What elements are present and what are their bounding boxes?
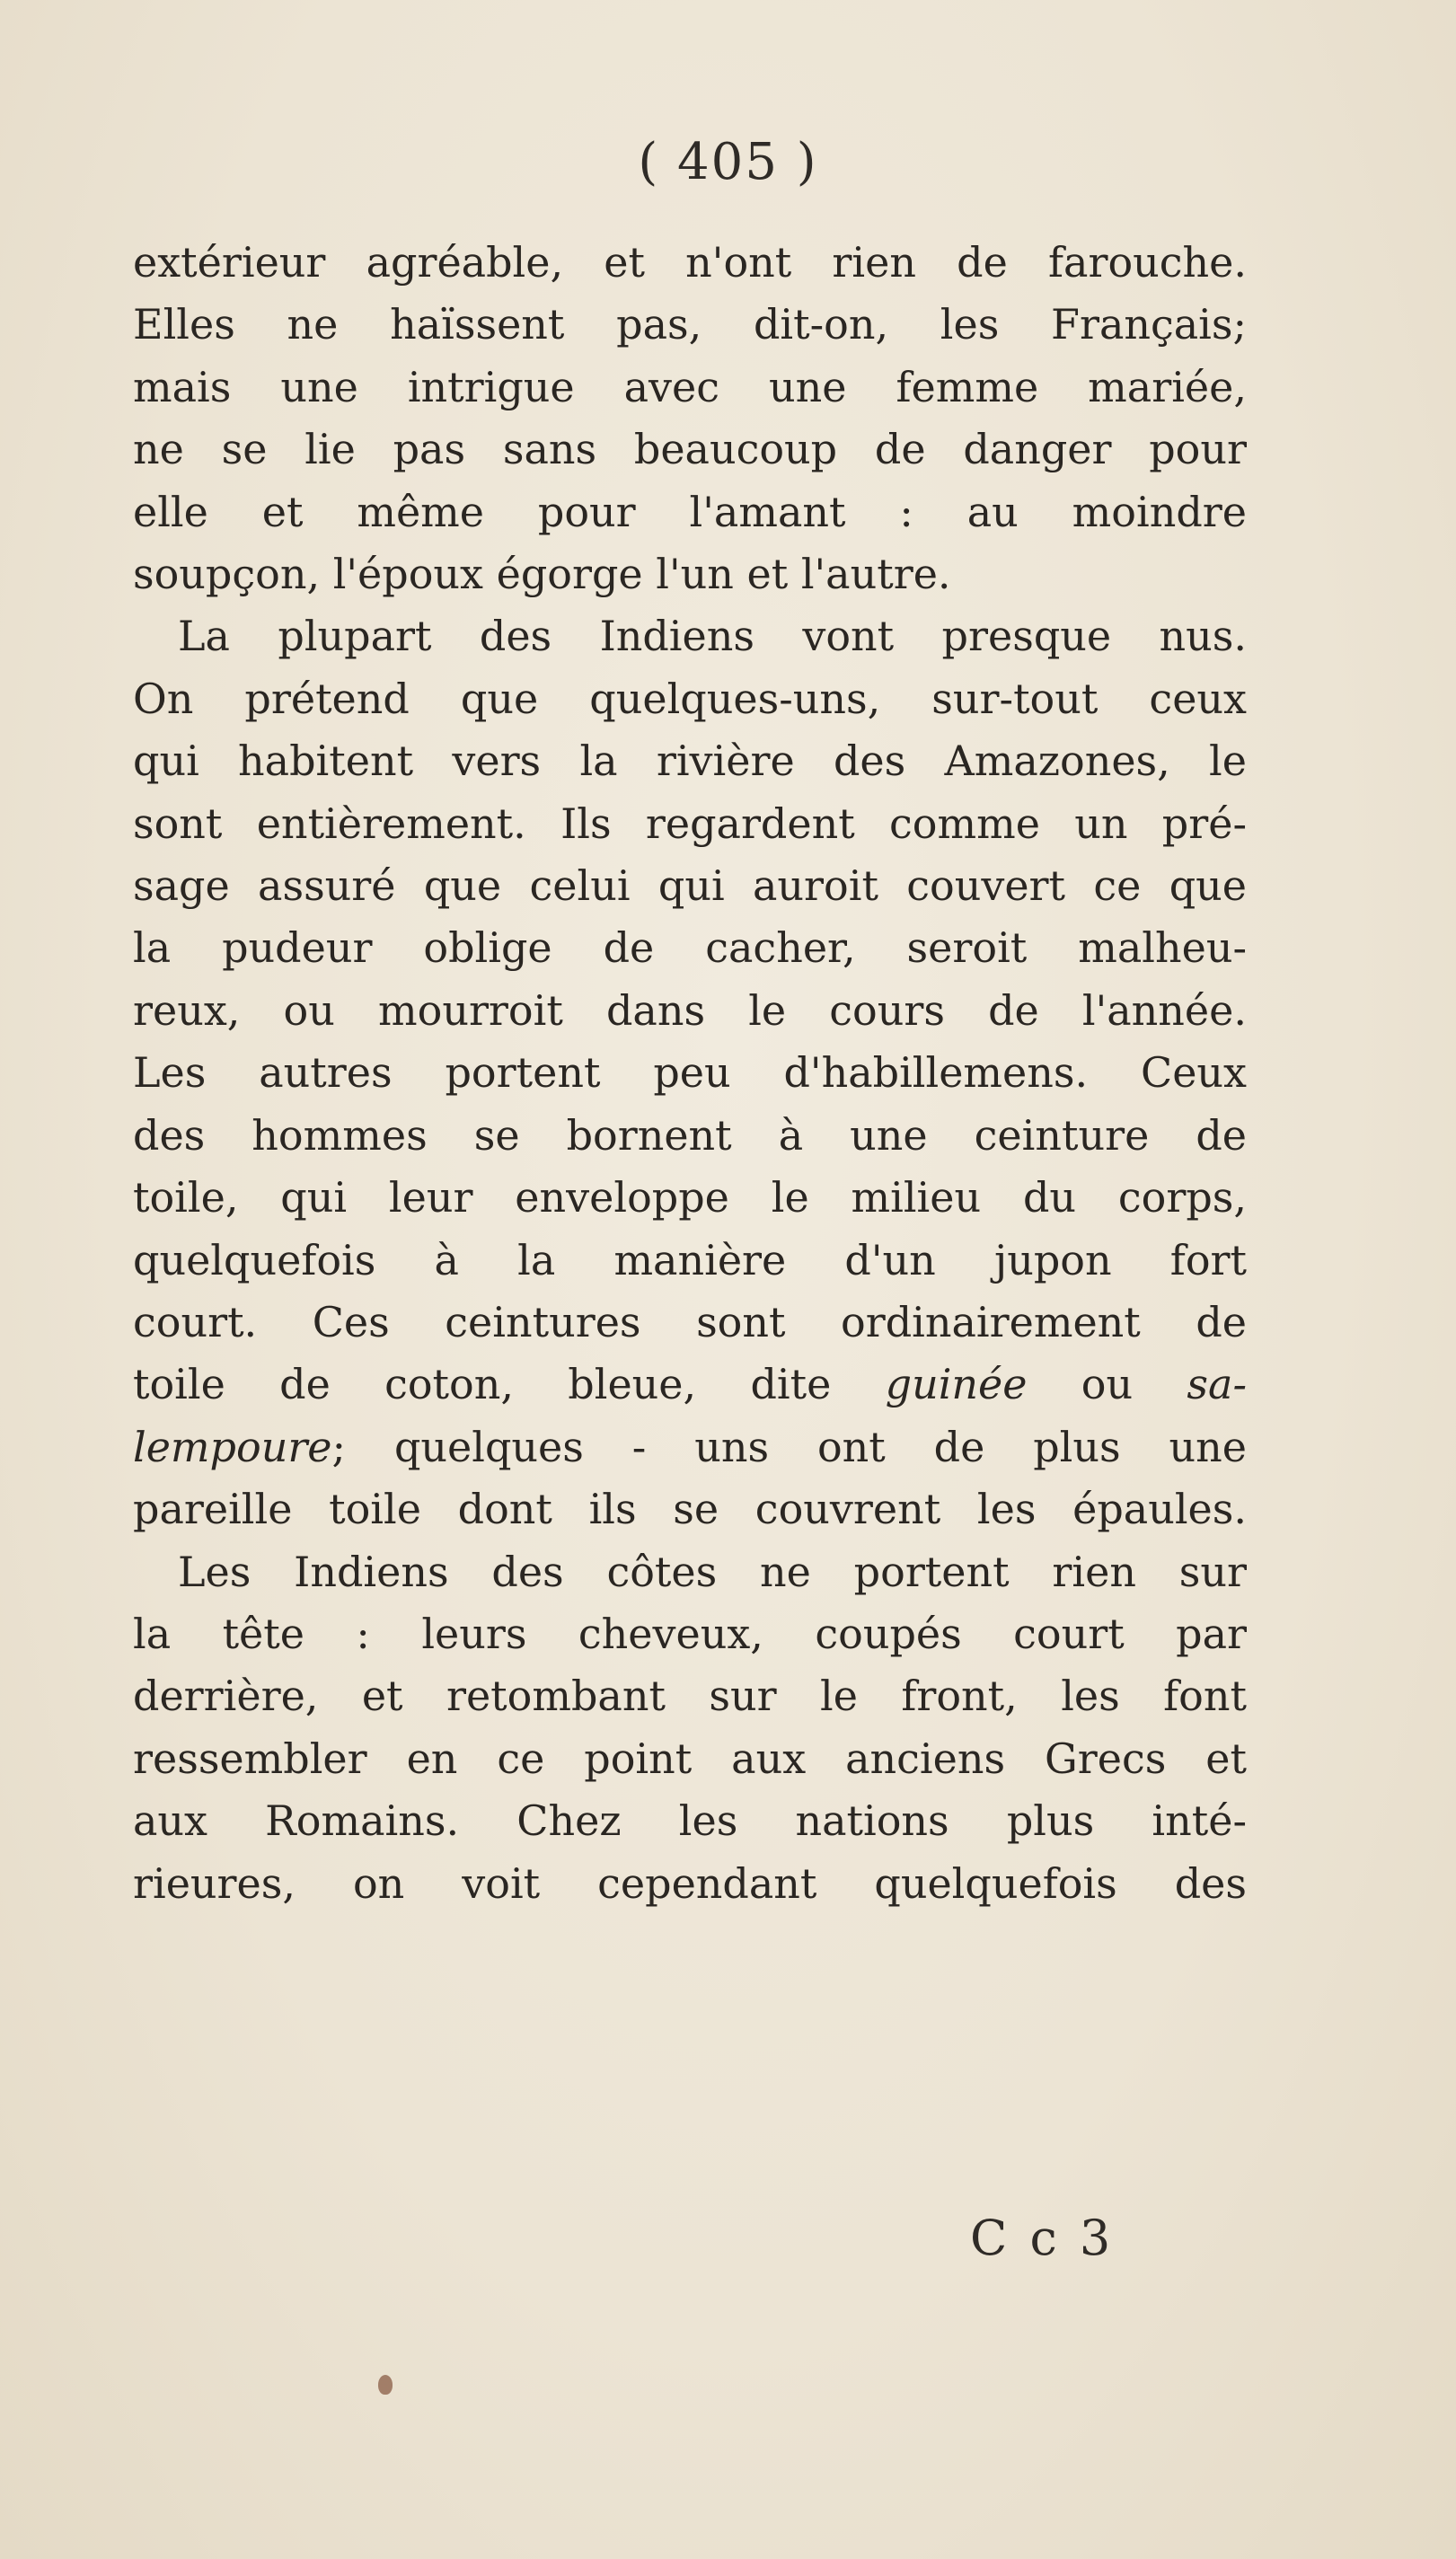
text-line: reux, ou mourroit dans le cours de l'année. bbox=[133, 985, 1247, 1035]
text-line: toile, qui leur enveloppe le milieu du corps, bbox=[133, 1173, 1247, 1222]
text-line: ne se lie pas sans beaucoup de danger pour bbox=[133, 425, 1247, 474]
italic-term-guinee: guinée bbox=[885, 1360, 1028, 1409]
text-line: On prétend que quelques-uns, sur-tout ceux bbox=[133, 674, 1247, 723]
text-line: pareille toile dont ils se couvrent les épaules. bbox=[133, 1485, 1247, 1534]
page-number: ( 405 ) bbox=[638, 133, 818, 191]
text-line: court. Ces ceintures sont ordinairement de bbox=[133, 1297, 1247, 1346]
text-line: qui habitent vers la rivière des Amazones, le bbox=[133, 737, 1247, 786]
text-line: quelquefois à la manière d'un jupon fort bbox=[133, 1235, 1247, 1284]
text-line: elle et même pour l'amant : au moindre bbox=[133, 487, 1247, 536]
text-line: Les autres portent peu d'habillemens. Ceux bbox=[133, 1048, 1247, 1098]
text-line bbox=[133, 1416, 1247, 1478]
text-line: soupçon, l'époux égorge l'un et l'autre. bbox=[133, 550, 951, 599]
text-line: Les Indiens des côtes ne portent rien sur bbox=[178, 1547, 1247, 1596]
italic-term-lempoure: lempoure bbox=[133, 1422, 332, 1471]
text-line: extérieur agréable, et n'ont rien de farouche. bbox=[133, 238, 1247, 287]
ink-spot-mark bbox=[378, 2375, 393, 2395]
text-line: la pudeur oblige de cacher, seroit malheu- bbox=[133, 923, 1247, 973]
text-line: des hommes se bornent à une ceinture de bbox=[133, 1110, 1247, 1160]
text-line: sont entièrement. Ils regardent comme un pré- bbox=[133, 799, 1247, 848]
text-line: Elles ne haïssent pas, dit-on, les Français; bbox=[133, 300, 1247, 349]
body-text bbox=[133, 232, 1247, 1915]
text-segment: ; quelques - uns ont de plus une bbox=[331, 1422, 1247, 1471]
text-line: mais une intrigue avec une femme mariée, bbox=[133, 362, 1247, 411]
text-line: ressembler en ce point aux anciens Grecs et bbox=[133, 1734, 1247, 1783]
text-line: aux Romains. Chez les nations plus inté- bbox=[133, 1796, 1247, 1846]
text-line: La plupart des Indiens vont presque nus. bbox=[178, 612, 1247, 661]
text-segment: ou bbox=[1027, 1360, 1187, 1409]
text-line: sage assuré que celui qui auroit couvert ce que bbox=[133, 861, 1247, 911]
text-line bbox=[133, 1354, 1247, 1416]
italic-term-sa: sa- bbox=[1187, 1360, 1247, 1409]
text-line: derrière, et retombant sur le front, les font bbox=[133, 1672, 1247, 1721]
text-line: la tête : leurs cheveux, coupés court par bbox=[133, 1609, 1247, 1658]
text-line: rieures, on voit cependant quelquefois des bbox=[133, 1858, 1247, 1908]
text-segment: toile de coton, bleue, dite bbox=[133, 1360, 886, 1409]
signature-mark: C c 3 bbox=[970, 2210, 1115, 2266]
